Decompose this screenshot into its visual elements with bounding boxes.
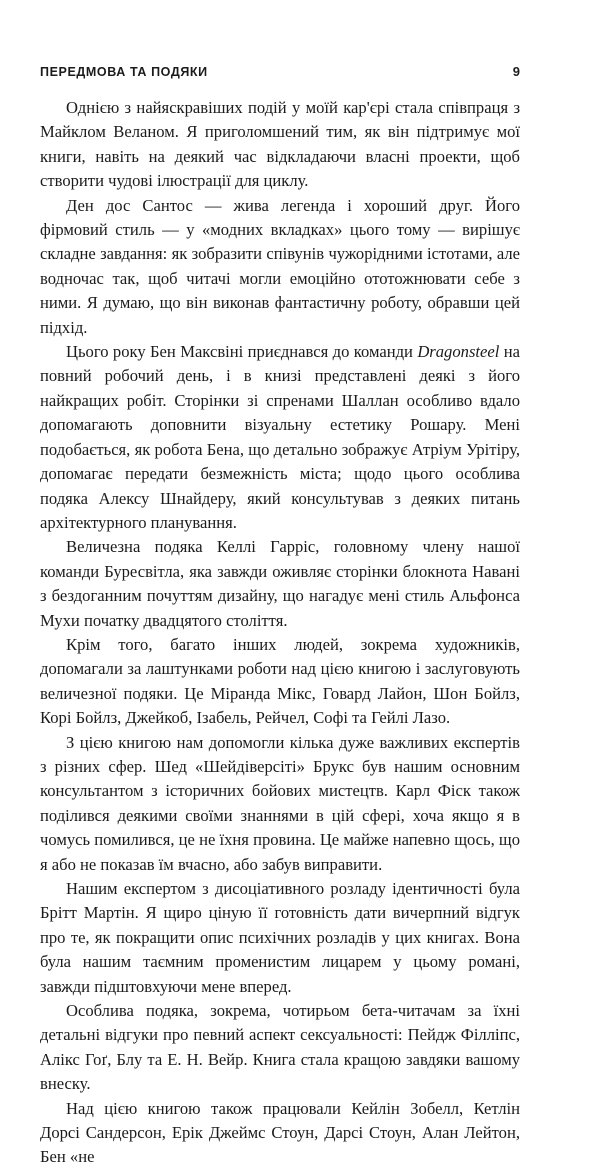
page-header <box>40 64 520 79</box>
paragraph-text: на повний робочий день, і в книзі представлені деякі з його найкращих робіт. Сторінки зі спренами Шаллан особливо вдало допомагають доповнити візуальну естетику Рошару. Мені подобається, як робота Бена, що детально зображує Атріум Урітіру, допомагає передати безмежність міста; щодо цього особлива подяка Алексу Шнайдеру, який консультував з деяких питань архітектурного планування. <box>40 342 520 532</box>
paragraph: Над цією книгою також працювали Кейлін Зобелл, Кетлін Дорсі Сандерсон, Ерік Джеймс Стоун, Дарсі Стоун, Алан Лейтон, Бен «не <box>40 1098 520 1167</box>
page-number: 9 <box>512 64 520 79</box>
paragraph: Величезна подяка Келлі Гарріс, головному члену нашої команди Буресвітла, яка завжди оживляє сторінки блокнота Навані з бездоганним почуттям дизайну, що нагадує мені стиль Альфонса Мухи початку двадцятого століття. <box>40 537 520 630</box>
paragraph: Однією з найяскравіших подій у моїй кар'єрі стала співпраця з Майклом Веланом. Я приголомшений тим, як він підтримує мої книги, навіть на деякий час відкладаючи власні проекти, щоб створити чудові ілюстрації для циклу. <box>40 98 520 191</box>
running-head: ПЕРЕДМОВА ТА ПОДЯКИ <box>40 65 208 79</box>
paragraph: Особлива подяка, зокрема, чотирьом бета-читачам за їхні детальні відгуки про певний аспект сексуальності: Пейдж Філліпс, Алікс Гоґ, Блу та Е. Н. Вейр. Книга стала кращою завдяки вашому внеску. <box>40 1001 520 1094</box>
italic-title: Dragonsteel <box>417 342 500 362</box>
paragraph: Крім того, багато інших людей, зокрема художників, допомагали за лаштунками роботи над цією книгою і заслуговують величезної подяки. Це Міранда Мікс, Говард Лайон, Шон Бойлз, Корі Бойлз, Джейкоб, Ізабель, Рейчел, Софі та Гейлі Лазо. <box>40 634 520 728</box>
paragraph-text: Цього року Бен Максвіні приєднався до команди <box>66 342 418 362</box>
paragraph: Нашим експертом з дисоціативного розладу ідентичності була Брітт Мартін. Я щиро ціную її готовність дати вичерпний відгук про те, як покращити опис психічних розладів у цих книгах. Вона була нашим таємним променистим лицарем у цьому романі, завжди підштовхуючи мене вперед. <box>40 879 520 996</box>
paragraph: З цією книгою нам допомогли кілька дуже важливих експертів з різних сфер. Шед «Шейдіверсіті» Брукс був нашим основним консультантом з історичних бойових мистецтв. Карл Фіск також поділився деякими своїми знаннями в цій сфері, хоча якщо я в чомусь помилився, це не їхня провина. Це майже напевно щось, що я або не показав їм вчасно, або забув виправити. <box>40 732 520 874</box>
body-text <box>40 96 520 1170</box>
paragraph <box>40 340 520 535</box>
paragraph: Ден дос Сантос — жива легенда і хороший друг. Його фірмовий стиль — у «модних вкладках» цього тому — вирішує складне завдання: як зобразити співунів чужорідними істотами, але водночас так, щоб читачі могли емоційно ототожнювати себе з ними. Я думаю, що він виконав фантастичну роботу, обравши цей підхід. <box>40 195 520 337</box>
